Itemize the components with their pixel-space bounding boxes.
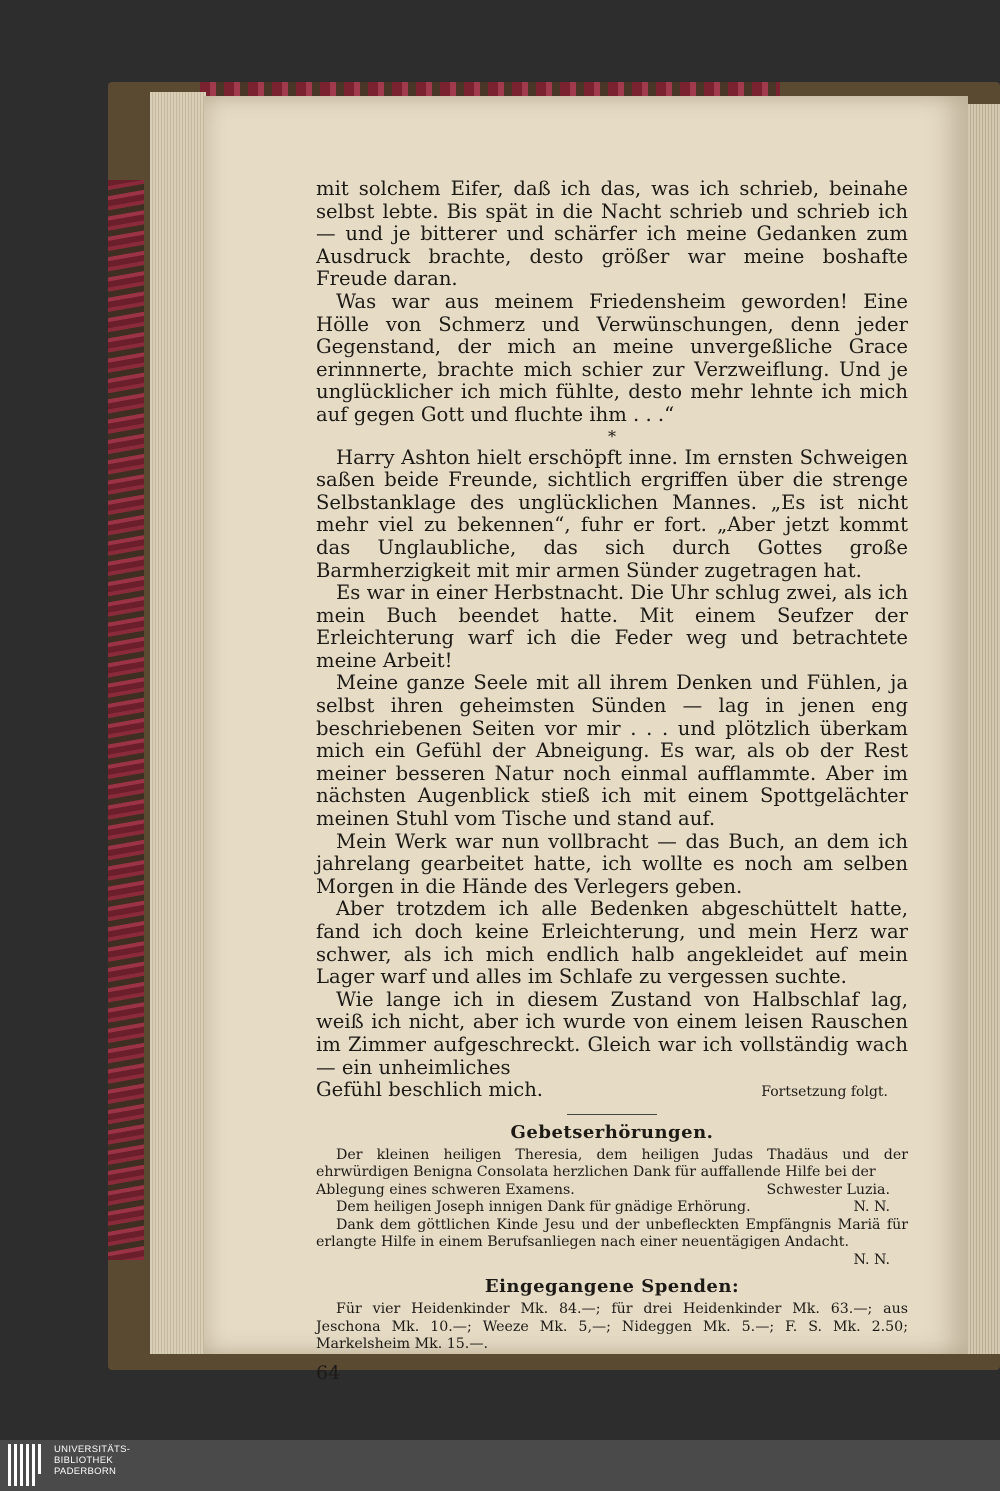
cover-marbled-edge-left <box>108 180 144 1260</box>
divider <box>567 1114 657 1115</box>
donations-heading: Eingegangene Spenden: <box>484 1276 740 1298</box>
library-footer <box>0 1440 1000 1491</box>
library-name-line: UNIVERSITÄTS- <box>54 1444 131 1455</box>
continued-note: Fortsetzung folgt. <box>761 1084 888 1101</box>
library-name <box>54 1444 130 1477</box>
prayer-entry <box>316 1199 908 1217</box>
prayer-entry-end <box>316 1182 908 1200</box>
prayers-heading: Gebetserhörungen. <box>510 1121 714 1143</box>
paragraph-last-line: Gefühl beschlich mich. <box>316 1078 544 1102</box>
donations-text: Für vier Heidenkinder Mk. 84.—; für drei Heidenkinder Mk. 63.—; aus Jeschona Mk. 10.—; Weeze Mk. 5,—; Nideggen Mk. 5.—; F. S. Mk. 2.50; Markelsheim Mk. 15.—. <box>316 1301 908 1353</box>
paragraph: Wie lange ich in diesem Zustand von Halbschlaf lag, weiß ich nicht, aber ich wurde von einem leisen Rauschen im Zimmer aufgeschreckt. Gleich war ich vollständig wach — ein unheimliches <box>316 987 908 1079</box>
prayer-signature: N. N. <box>853 1251 890 1268</box>
paragraph: Meine ganze Seele mit all ihrem Denken und Fühlen, ja selbst ihren geheimsten Sünden — lag in jenen eng beschriebenen Seiten vor mir . . . und plötzlich überkam mich ein Gefühl der Abneigung. Es war, als ob der Rest meiner besseren Natur noch einmal aufflammte. Aber im nächsten Augenblick stieß ich mit einem Spottgelächter meinen Stuhl vom Tische und stand auf. <box>316 671 908 831</box>
prayer-signature: Schwester Luzia. <box>766 1181 890 1198</box>
paragraph: Was war aus meinem Friedensheim geworden! Eine Hölle von Schmerz und Verwünschungen, denn jeder Gegenstand, der mich an meine unvergeßliche Grace erinnnerte, brachte mich schier zur Verzweiflung. Und je unglücklicher ich mich fühlte, desto mehr lehnte ich mich auf gegen Gott und fluchte ihm . . .“ <box>316 289 908 426</box>
page-text <box>316 178 908 1384</box>
paragraph-end-line <box>316 1079 908 1104</box>
library-name-line: PADERBORN <box>54 1466 117 1477</box>
library-name-line: BIBLIOTHEK <box>54 1455 113 1466</box>
page-number: 64 <box>316 1361 341 1384</box>
prayer-entry-last-line: Ablegung eines schweren Examens. <box>316 1181 575 1198</box>
prayers-list <box>316 1147 908 1270</box>
page-stack-left <box>150 92 206 1354</box>
paragraph: mit solchem Eifer, daß ich das, was ich schrieb, beinahe selbst lebte. Bis spät in die Nacht schrieb und schrieb ich — und je bitterer und schärfer ich meine Gedanken zum Ausdruck brachte, desto größer war meine boshafte Freude daran. <box>316 177 908 291</box>
section-separator: * <box>608 426 616 446</box>
page-stack-right <box>965 104 1000 1354</box>
prayer-entry: Dank dem göttlichen Kinde Jesu und der unbefleckten Empfängnis Mariä für erlangte Hilfe in einem Berufsanliegen nach einer neuentägigen Andacht. <box>316 1216 908 1251</box>
paragraph: Mein Werk war nun vollbracht — das Buch, an dem ich jahrelang gearbeitet hatte, ich wollte es noch am selben Morgen in die Hände des Verlegers geben. <box>316 829 908 898</box>
paragraph: Harry Ashton hielt erschöpft inne. Im ernsten Schweigen saßen beide Freunde, sichtlich ergriffen über die strenge Selbstanklage des unglücklichen Mannes. „Es ist nicht mehr viel zu bekennen“, fuhr er fort. „Aber jetzt kommt das Unglaubliche, das sich durch Gottes große Barmherzigkeit mit mir armen Sünder zugetragen hat. <box>316 445 908 582</box>
paragraph: Aber trotzdem ich alle Bedenken abgeschüttelt hatte, fand ich doch keine Erleichterung, und mein Herz war schwer, als ich mich endlich halb angekleidet auf mein Lager warf und alles im Schlafe zu vergessen suchte. <box>316 897 908 989</box>
library-logo-icon <box>8 1444 48 1486</box>
prayer-entry: Der kleinen heiligen Theresia, dem heiligen Judas Thadäus und der ehrwürdigen Benigna Consolata herzlichen Dank für auffallende Hilfe bei der <box>316 1146 908 1181</box>
prayer-signature: N. N. <box>853 1199 890 1216</box>
paragraph: Es war in einer Herbstnacht. Die Uhr schlug zwei, als ich mein Buch beendet hatte. Mit einem Seufzer der Erleichterung warf ich die Feder weg und betrachtete meine Arbeit! <box>316 581 908 672</box>
prayer-entry-text: Dem heiligen Joseph innigen Dank für gnädige Erhörung. <box>336 1199 751 1216</box>
donations-list <box>316 1301 908 1354</box>
